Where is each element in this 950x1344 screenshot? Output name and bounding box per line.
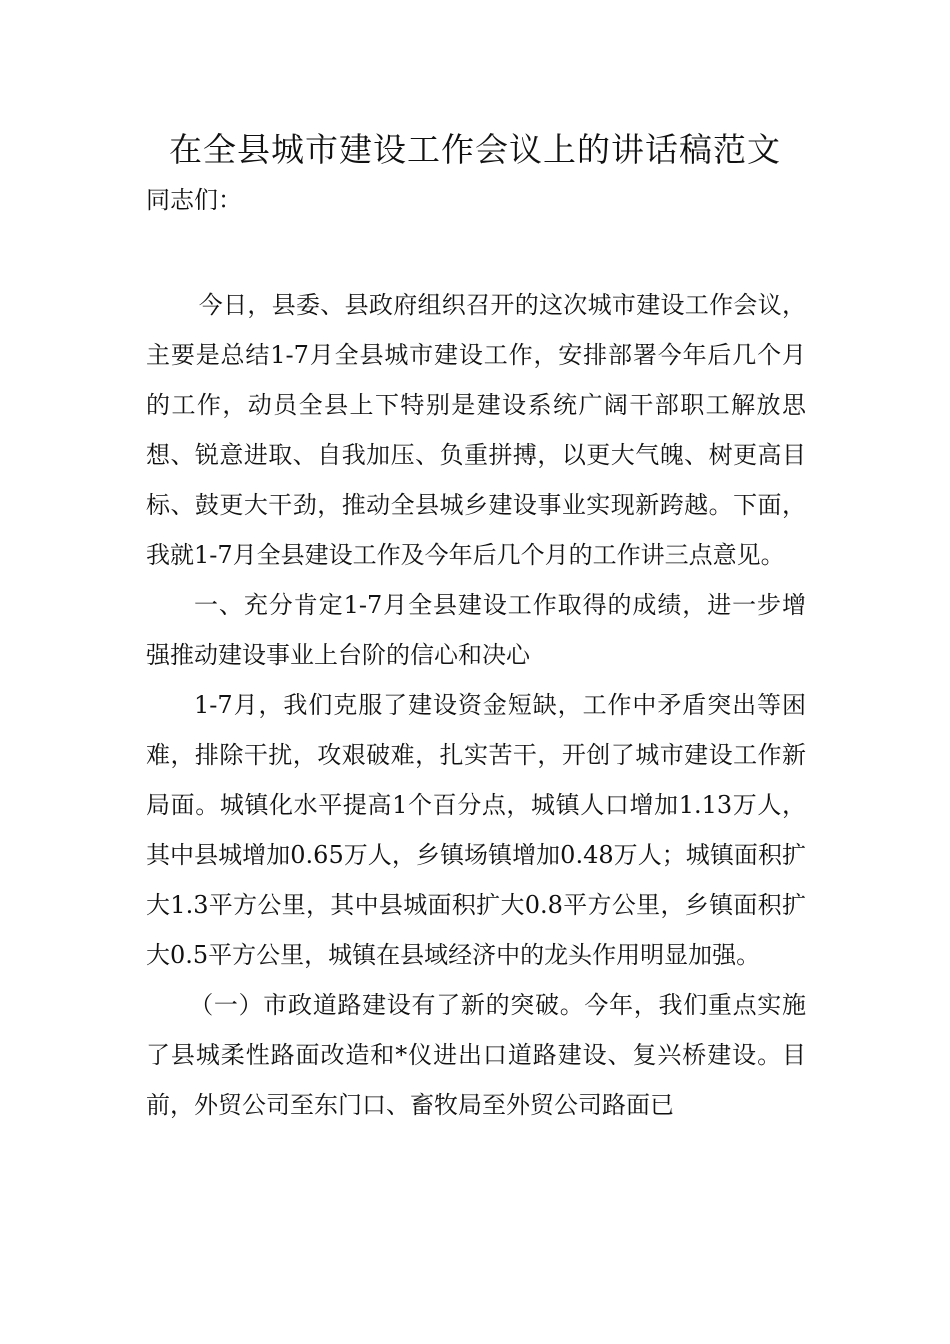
paragraph-opening: 今日，县委、县政府组织召开的这次城市建设工作会议，主要是总结1-7月全县城市建设工作，安排部署今年后几个月的工作，动员全县上下特别是建设系统广阔干部职工解放思想、锐意进取、自我加压、负重拼搏，以更大气魄、树更高目标、鼓更大干劲，推动全县城乡建设事业实现新跨越。下面，我就1-7月全县建设工作及今年后几个月的工作讲三点意见。 bbox=[146, 291, 806, 569]
paragraph-section-heading-1: 一、充分肯定1-7月全县建设工作取得的成绩，进一步增强推动建设事业上台阶的信心和决心 bbox=[146, 591, 806, 669]
paragraph-achievements: 1-7月，我们克服了建设资金短缺，工作中矛盾突出等困难，排除干扰，攻艰破难，扎实苦干，开创了城市建设工作新局面。城镇化水平提高1个百分点，城镇人口增加1.13万人，其中县城增加0.65万人，乡镇场镇增加0.48万人；城镇面积扩大1.3平方公里，其中县城面积扩大0.8平方公里，乡镇面积扩大0.5平方公里，城镇在县域经济中的龙头作用明显加强。 bbox=[146, 691, 806, 969]
paragraph-road-construction: （一）市政道路建设有了新的突破。今年，我们重点实施了县城柔性路面改造和*仪进出口道路建设、复兴桥建设。目前，外贸公司至东门口、畜牧局至外贸公司路面已 bbox=[146, 991, 806, 1119]
document-body bbox=[146, 280, 806, 1130]
document-title: 在全县城市建设工作会议上的讲话稿范文 bbox=[169, 130, 781, 169]
salutation: 同志们： bbox=[146, 186, 242, 214]
